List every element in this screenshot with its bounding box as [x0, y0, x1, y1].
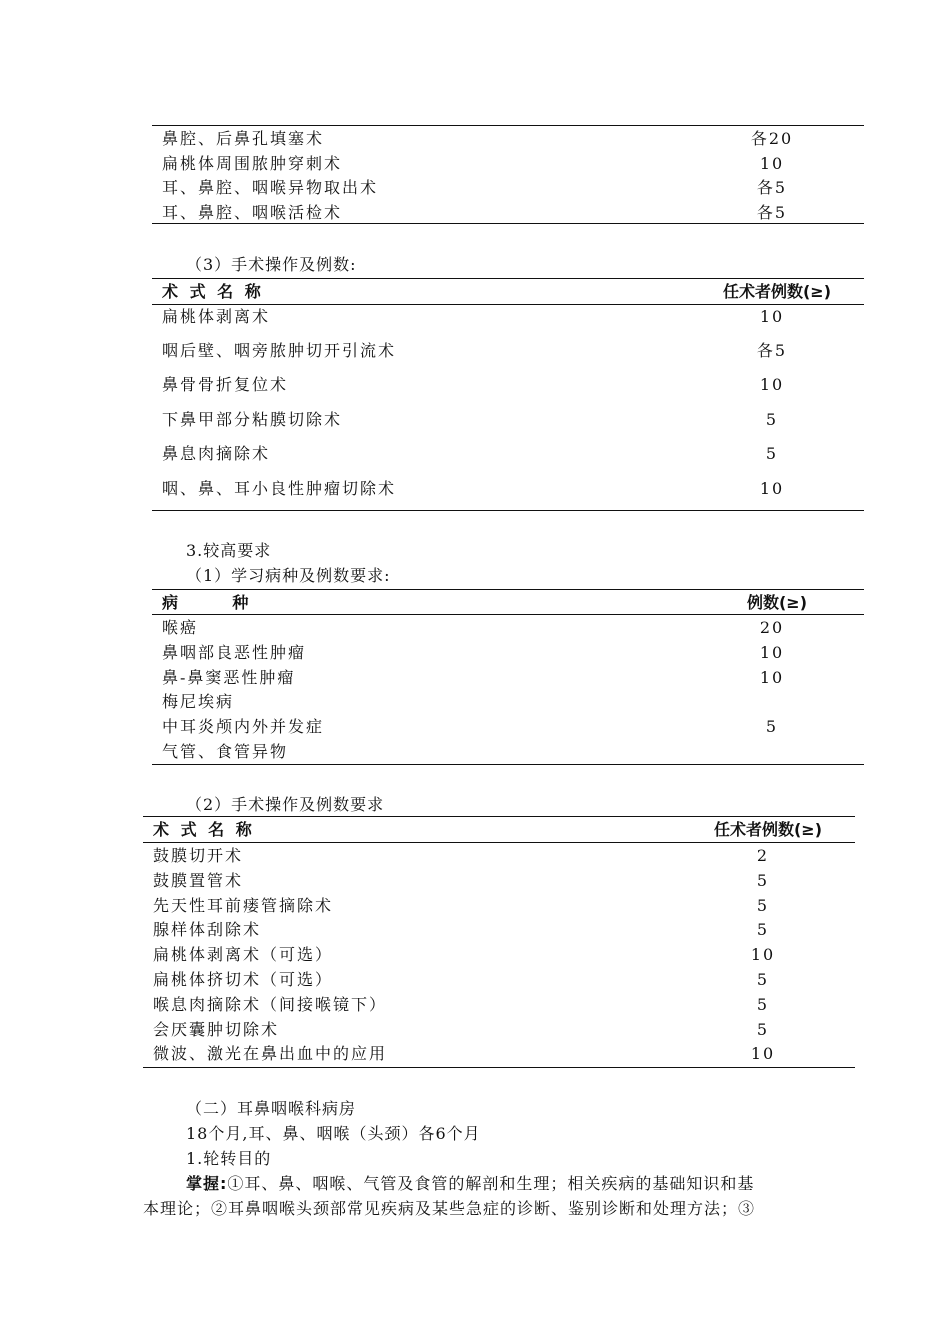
- section3-row: [162, 372, 852, 397]
- table1-row-value: 各20: [750, 129, 794, 148]
- table1-row-value: 10: [759, 153, 785, 173]
- surgery-row: [153, 1017, 843, 1042]
- higher-caption1: （1）学习病种及例数要求:: [186, 566, 391, 585]
- disease-row-name: 梅尼埃病: [162, 692, 235, 712]
- table1-row-name: 扁桃体周围脓肿穿刺术: [162, 153, 343, 173]
- surgery-row-value: 5: [756, 895, 770, 915]
- section3-row-name: 鼻骨骨折复位术: [162, 375, 289, 394]
- table1-row-name: 耳、鼻腔、咽喉活检术: [162, 202, 343, 222]
- disease-row-value: 5: [765, 717, 779, 737]
- table1-row-value: 各5: [756, 178, 788, 197]
- disease-row-name: 中耳炎颅内外并发症: [162, 717, 325, 737]
- section3-header-name: 术 式 名 称: [162, 282, 264, 301]
- section3-row-name: 鼻息肉摘除术: [162, 444, 271, 463]
- master-label: 掌握:: [186, 1174, 228, 1193]
- table1-bottom-rule: [152, 223, 864, 224]
- disease-row-value: 10: [759, 642, 785, 662]
- section3-row-name: 咽、鼻、耳小良性肿瘤切除术: [162, 479, 397, 498]
- disease-row: [162, 739, 852, 764]
- surgery-bottom-rule: [143, 1067, 855, 1068]
- table1-row: [162, 151, 852, 176]
- table1-row-value: 各5: [756, 202, 788, 222]
- surgery-row: [153, 893, 843, 918]
- surgery-header: [153, 817, 843, 842]
- section3-row-value: 5: [765, 410, 779, 429]
- section3-row-value: 10: [759, 479, 785, 498]
- surgery-row-name: 会厌囊肿切除术: [153, 1019, 280, 1039]
- surgery-row-name: 喉息肉摘除术（间接喉镜下）: [153, 994, 388, 1014]
- higher-caption2: （2）手术操作及例数要求: [186, 795, 385, 814]
- ward-heading: （二）耳鼻咽喉科病房: [186, 1099, 357, 1118]
- surgery-row: [153, 967, 843, 992]
- surgery-row: [153, 942, 843, 967]
- table1-row: [162, 200, 852, 225]
- surgery-header-name: 术 式 名 称: [153, 820, 255, 839]
- section3-row-value: 各5: [756, 341, 788, 360]
- disease-row-name: 鼻-鼻窦恶性肿瘤: [162, 667, 296, 687]
- section3-caption: （3）手术操作及例数:: [186, 255, 357, 274]
- section3-row: [162, 407, 852, 432]
- surgery-row: [153, 868, 843, 893]
- disease-header: [162, 590, 852, 615]
- master-line-1: [186, 1171, 754, 1196]
- section3-row-name: 咽后壁、咽旁脓肿切开引流术: [162, 341, 397, 360]
- surgery-row-name: 扁桃体挤切术（可选）: [153, 970, 334, 989]
- purpose-heading: 1.轮转目的: [186, 1149, 272, 1168]
- disease-row: [162, 640, 852, 665]
- section3-row: [162, 304, 852, 329]
- table1-row-name: 鼻腔、后鼻孔填塞术: [162, 129, 325, 148]
- section3-row-value: 10: [759, 307, 785, 326]
- disease-row-value: 20: [759, 618, 785, 637]
- disease-bottom-rule: [152, 764, 864, 765]
- surgery-row-name: 腺样体刮除术: [153, 920, 262, 940]
- disease-row: [162, 689, 852, 714]
- section3-bottom-rule: [152, 510, 864, 511]
- surgery-row-value: 5: [756, 970, 770, 989]
- section3-header-value: 任术者例数(≥): [722, 282, 832, 301]
- surgery-row-value: 5: [756, 1019, 770, 1039]
- surgery-row: [153, 992, 843, 1017]
- surgery-row-value: 10: [750, 945, 776, 965]
- table1-row-name: 耳、鼻腔、咽喉异物取出术: [162, 178, 379, 197]
- surgery-row-name: 扁桃体剥离术（可选）: [153, 945, 334, 965]
- section3-row: [162, 441, 852, 466]
- master-text-1: ①耳、鼻、咽喉、气管及食管的解剖和生理；相关疾病的基础知识和基: [227, 1174, 755, 1193]
- surgery-row-value: 10: [750, 1044, 776, 1064]
- surgery-row: [153, 917, 843, 942]
- surgery-row-value: 5: [756, 920, 770, 940]
- table1-row: [162, 126, 852, 151]
- ward-duration: 18个月,耳、鼻、咽喉（头颈）各6个月: [186, 1124, 481, 1143]
- disease-row-name: 气管、食管异物: [162, 742, 289, 761]
- disease-row: [162, 714, 852, 739]
- section3-row-name: 扁桃体剥离术: [162, 307, 271, 326]
- table1-row: [162, 175, 852, 200]
- surgery-row-name: 微波、激光在鼻出血中的应用: [153, 1044, 388, 1064]
- master-line-2: 本理论；②耳鼻咽喉头颈部常见疾病及某些急症的诊断、鉴别诊断和处理方法；③: [143, 1199, 756, 1218]
- surgery-row-value: 2: [756, 846, 770, 865]
- surgery-row-value: 5: [756, 870, 770, 890]
- disease-row: [162, 615, 852, 640]
- surgery-row: [153, 1041, 843, 1066]
- surgery-row-name: 先天性耳前瘘管摘除术: [153, 895, 334, 915]
- disease-row-value: 10: [759, 667, 785, 687]
- surgery-row: [153, 843, 843, 868]
- disease-row: [162, 665, 852, 690]
- surgery-row-name: 鼓膜置管术: [153, 870, 244, 890]
- surgery-row-name: 鼓膜切开术: [153, 846, 244, 865]
- section3-row: [162, 476, 852, 501]
- disease-row-name: 鼻咽部良恶性肿瘤: [162, 642, 307, 662]
- section3-header: [162, 279, 852, 304]
- section3-row-value: 10: [759, 375, 785, 394]
- higher-heading: 3.较高要求: [186, 541, 272, 560]
- disease-row-name: 喉癌: [162, 618, 199, 637]
- section3-row: [162, 338, 852, 363]
- surgery-row-value: 5: [756, 994, 770, 1014]
- disease-header-name: 病 种: [162, 593, 252, 612]
- section3-row-name: 下鼻甲部分粘膜切除术: [162, 410, 343, 429]
- surgery-header-value: 任术者例数(≥): [713, 820, 823, 839]
- section3-row-value: 5: [765, 444, 779, 463]
- disease-header-value: 例数(≥): [746, 593, 808, 612]
